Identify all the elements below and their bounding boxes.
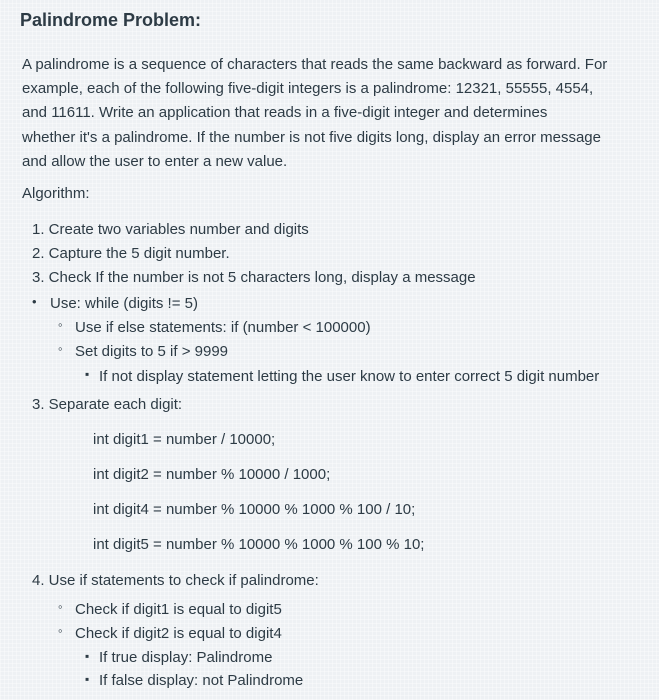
code-digit2: int digit2 = number % 10000 / 1000; [93, 466, 331, 483]
bullet-filled-icon: • [32, 294, 37, 309]
if-false-line: If false display: not Palindrome [99, 672, 304, 689]
intro-paragraph [22, 53, 642, 174]
set-digits-line: Set digits to 5 if > 9999 [75, 343, 229, 360]
bullet-hollow-icon: ◦ [58, 599, 63, 614]
code-digit5: int digit5 = number % 10000 % 1000 % 100 % 10; [93, 536, 425, 553]
step-3-separate: 3. Separate each digit: [32, 396, 183, 413]
intro-line: whether it's a palindrome. If the number is not five digits long, display an error message [22, 128, 601, 146]
step-4: 4. Use if statements to check if palindrome: [32, 572, 319, 589]
code-digit1: int digit1 = number / 10000; [93, 431, 276, 448]
bullet-square-icon: ▪ [85, 367, 90, 381]
algorithm-heading: Algorithm: [22, 185, 90, 202]
step-1: 1. Create two variables number and digits [32, 221, 309, 238]
use-while-line: Use: while (digits != 5) [50, 295, 198, 312]
bullet-square-icon: ▪ [85, 672, 90, 686]
step-2: 2. Capture the 5 digit number. [32, 245, 230, 262]
bullet-hollow-icon: ◦ [58, 623, 63, 638]
if-not-line: If not display statement letting the user know to enter correct 5 digit number [99, 368, 600, 385]
bullet-square-icon: ▪ [85, 649, 90, 663]
code-digit4: int digit4 = number % 10000 % 1000 % 100 / 10; [93, 501, 416, 518]
check-digit1-line: Check if digit1 is equal to digit5 [75, 601, 282, 618]
page-title: Palindrome Problem: [20, 10, 202, 30]
step-3: 3. Check If the number is not 5 characters long, display a message [32, 269, 476, 286]
bullet-hollow-icon: ◦ [58, 317, 63, 332]
intro-line: and allow the user to enter a new value. [22, 152, 288, 170]
if-true-line: If true display: Palindrome [99, 649, 273, 666]
intro-line: A palindrome is a sequence of characters that reads the same backward as forward. For [22, 56, 608, 73]
use-if-else-line: Use if else statements: if (number < 100000) [75, 319, 371, 336]
intro-line: and 11611. Write an application that reads in a five-digit integer and determines [22, 104, 548, 122]
intro-line: example, each of the following five-digit integers is a palindrome: 12321, 55555, 4554, [22, 80, 594, 98]
bullet-hollow-icon: ◦ [58, 341, 63, 356]
check-digit2-line: Check if digit2 is equal to digit4 [75, 625, 282, 642]
